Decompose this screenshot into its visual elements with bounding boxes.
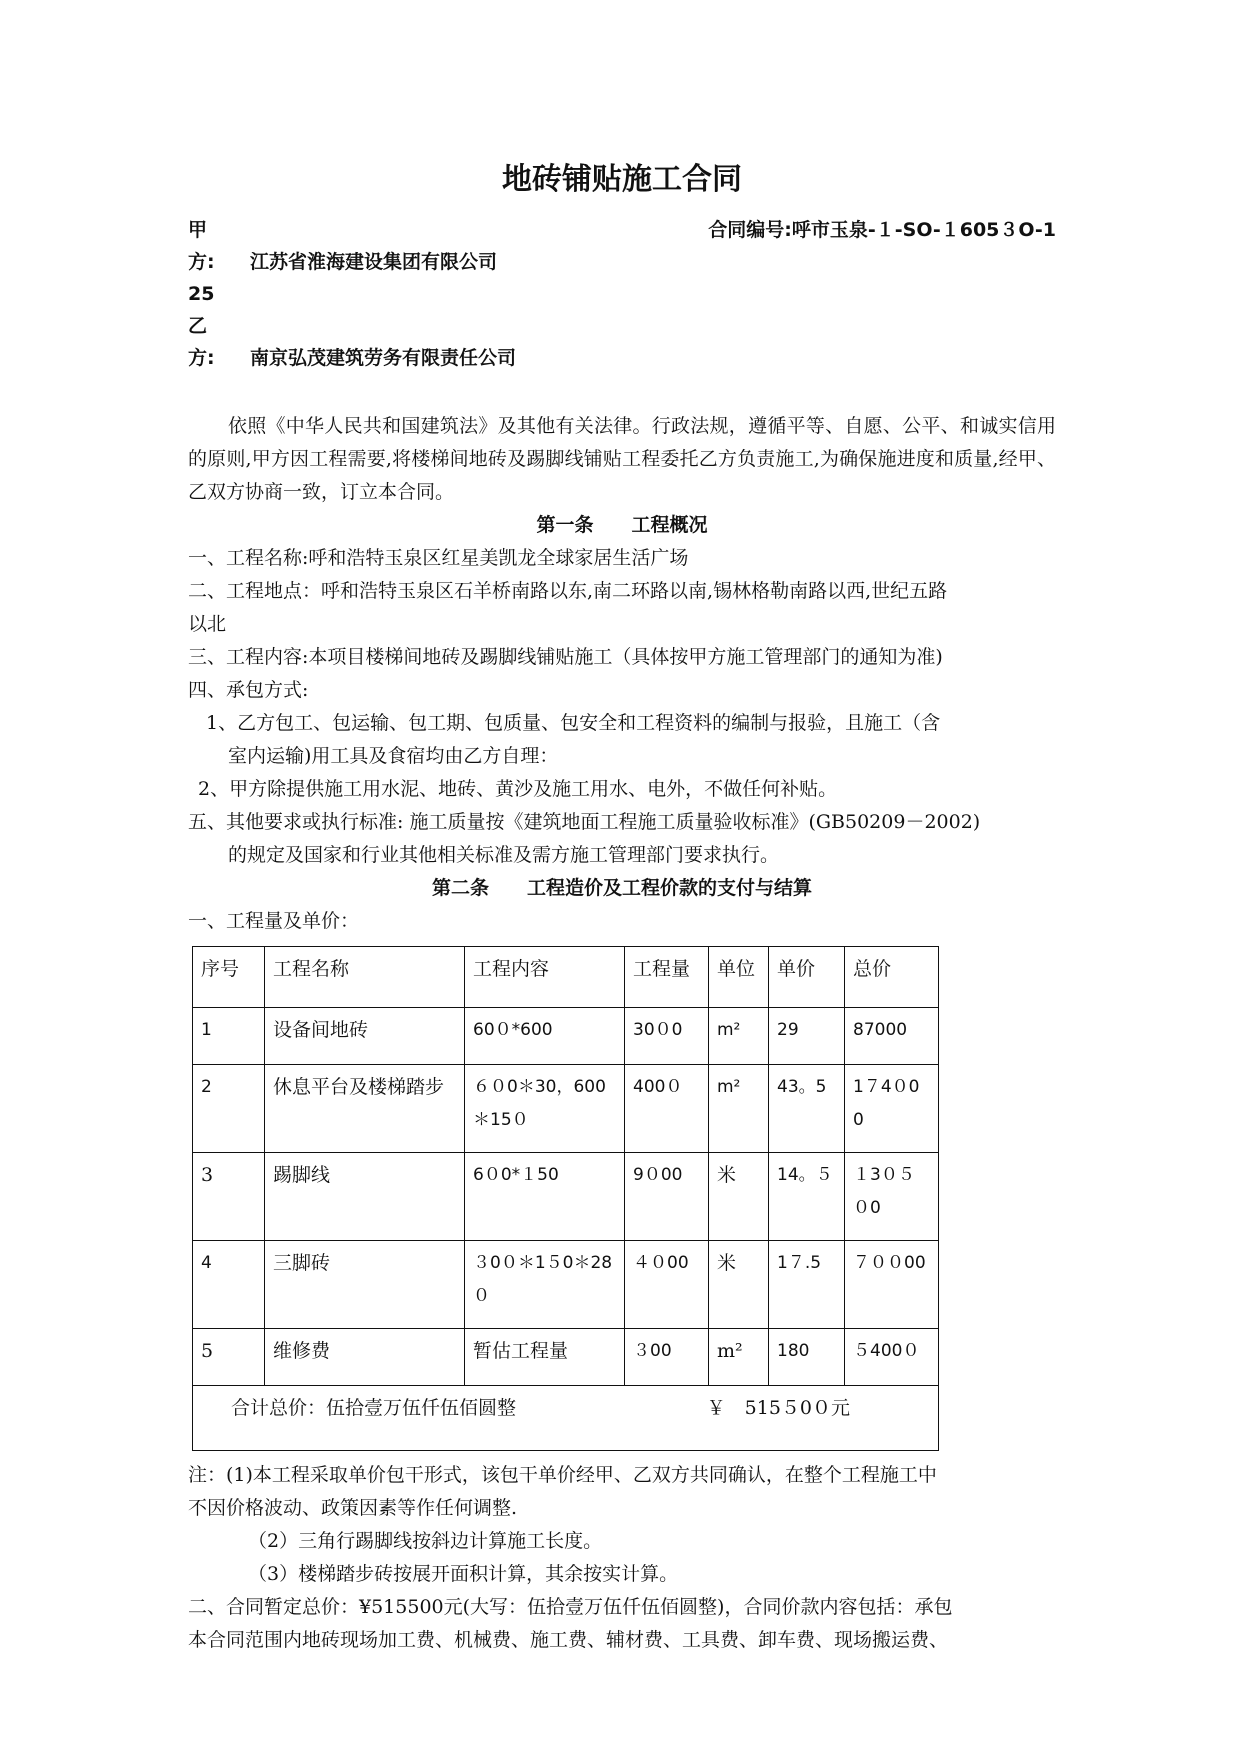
contract-term-1: 1、乙方包工、包运输、包工期、包质量、包安全和工程资料的编制与报验，且施工（含	[206, 712, 941, 734]
table-total-row	[193, 1386, 939, 1451]
total-cell	[193, 1386, 939, 1451]
cell-unit: m²	[709, 1065, 769, 1153]
cell-price: 14。５	[769, 1153, 845, 1241]
header-qty: 工程量	[625, 947, 709, 1008]
project-location: 二、工程地点：呼和浩特玉泉区石羊桥南路以东,南二环路以南,锡林格勒南路以西,世纪五路	[188, 580, 948, 602]
note-1: 注：(1)本工程采取单价包干形式，该包干单价经甲、乙双方共同确认，在整个工程施工中	[188, 1464, 937, 1486]
cell-no: 1	[193, 1008, 265, 1065]
table-row	[193, 1241, 939, 1329]
cell-content: ３0０＊1５0＊28０	[465, 1241, 625, 1329]
party-b-label: 乙 方:	[188, 315, 227, 369]
party-b-value: 南京弘茂建筑劳务有限责任公司	[250, 347, 517, 369]
project-content: 三、工程内容:本项目楼梯间地砖及踢脚线铺贴施工（具体按甲方施工管理部门的通知为准)	[188, 646, 943, 668]
total-label: 合计总价：伍拾壹万伍仟伍佰圆整	[231, 1397, 517, 1419]
header-total: 总价	[845, 947, 939, 1008]
contract-method: 四、承包方式:	[188, 679, 309, 701]
contract-term-2: 2、甲方除提供施工用水泥、地砖、黄沙及施工用水、电外，不做任何补贴。	[198, 778, 838, 800]
project-name: 一、工程名称:呼和浩特玉泉区红星美凯龙全球家居生活广场	[188, 547, 689, 569]
cell-total: ７００00	[845, 1241, 939, 1329]
cell-unit: m²	[709, 1329, 769, 1386]
spacer	[188, 374, 1056, 410]
total-value: ￥ 515５0０元	[706, 1397, 850, 1419]
cell-content: ６０0＊30，600＊15０	[465, 1065, 625, 1153]
contract-term-1-continued: 室内运输)用工具及食宿均由乙方自理：	[228, 745, 559, 767]
section-2-price-continued: 本合同范围内地砖现场加工费、机械费、施工费、辅材费、工具费、卸车费、现场搬运费、	[188, 1629, 949, 1651]
party-a	[188, 214, 497, 278]
cell-content: 60０*600	[465, 1008, 625, 1065]
note-1-continued: 不因价格波动、政策因素等作任何调整.	[188, 1497, 518, 1519]
contract-number	[708, 214, 1056, 278]
intro-paragraph: 依照《中华人民共和国建筑法》及其他有关法律。行政法规，遵循平等、自愿、公平、和诚实信用的原则,甲方因工程需要,将楼梯间地砖及踢脚线铺贴工程委托乙方负责施工,为确保施进度和质量,经甲、乙双方协商一致，订立本合同。	[188, 415, 1056, 503]
contract-number-continued: 25	[188, 283, 215, 305]
quantity-price-label: 一、工程量及单价：	[188, 910, 360, 932]
cell-name: 三脚砖	[265, 1241, 465, 1329]
cell-name: 设备间地砖	[265, 1008, 465, 1065]
note-2: （2）三角行踢脚线按斜边计算施工长度。	[248, 1530, 603, 1552]
article-1-heading: 第一条 工程概况	[536, 514, 708, 536]
article-2-heading: 第二条 工程造价及工程价款的支付与结算	[431, 877, 812, 899]
cell-no: 2	[193, 1065, 265, 1153]
project-location-continued: 以北	[188, 613, 227, 635]
cell-total: 1７4０00	[845, 1065, 939, 1153]
cell-price: 180	[769, 1329, 845, 1386]
quantity-price-table	[192, 946, 939, 1451]
contract-number-label: 合同编号:	[708, 219, 792, 241]
table-row	[193, 1329, 939, 1386]
table-row	[193, 1153, 939, 1241]
note-3: （3）楼梯踏步砖按展开面积计算，其余按实计算。	[248, 1563, 679, 1585]
cell-total: 87000	[845, 1008, 939, 1065]
cell-unit: 米	[709, 1153, 769, 1241]
cell-content: 暂估工程量	[465, 1329, 625, 1386]
cell-qty: 9０00	[625, 1153, 709, 1241]
cell-name: 维修费	[265, 1329, 465, 1386]
cell-no: 4	[193, 1241, 265, 1329]
document-title: 地砖铺贴施工合同	[502, 162, 742, 197]
header-content: 工程内容	[465, 947, 625, 1008]
header-price: 单价	[769, 947, 845, 1008]
contract-number-value: 呼市玉泉-１-SO-１605３O-1	[791, 219, 1056, 241]
cell-total: １3０５０0	[845, 1153, 939, 1241]
cell-content: 6０0*１50	[465, 1153, 625, 1241]
header-unit: 单位	[709, 947, 769, 1008]
cell-unit: 米	[709, 1241, 769, 1329]
party-a-row	[188, 214, 1056, 278]
cell-qty: 400０	[625, 1065, 709, 1153]
contract-page	[188, 0, 1056, 1657]
cell-unit: m²	[709, 1008, 769, 1065]
cell-no: 5	[193, 1329, 265, 1386]
cell-qty: ３00	[625, 1329, 709, 1386]
party-b	[188, 310, 1056, 374]
cell-price: 29	[769, 1008, 845, 1065]
cell-price: 1７.5	[769, 1241, 845, 1329]
party-a-value: 江苏省淮海建设集团有限公司	[250, 251, 498, 273]
cell-total: ５400０	[845, 1329, 939, 1386]
header-name: 工程名称	[265, 947, 465, 1008]
standards-continued: 的规定及国家和行业其他相关标准及需方施工管理部门要求执行。	[228, 844, 780, 866]
table-row	[193, 1008, 939, 1065]
cell-qty: 30０0	[625, 1008, 709, 1065]
header-no: 序号	[193, 947, 265, 1008]
party-a-label: 甲 方:	[188, 219, 227, 273]
cell-no: 3	[193, 1153, 265, 1241]
cell-name: 踢脚线	[265, 1153, 465, 1241]
cell-qty: ４０00	[625, 1241, 709, 1329]
table-header-row	[193, 947, 939, 1008]
section-2-price: 二、合同暂定总价：¥515500元(大写：伍拾壹万伍仟伍佰圆整)，合同价款内容包括：承包	[188, 1596, 953, 1618]
cell-price: 43。5	[769, 1065, 845, 1153]
standards: 五、其他要求或执行标准: 施工质量按《建筑地面工程施工质量验收标准》(GB50209－2002)	[188, 811, 981, 833]
cell-name: 休息平台及楼梯踏步	[265, 1065, 465, 1153]
table-row	[193, 1065, 939, 1153]
